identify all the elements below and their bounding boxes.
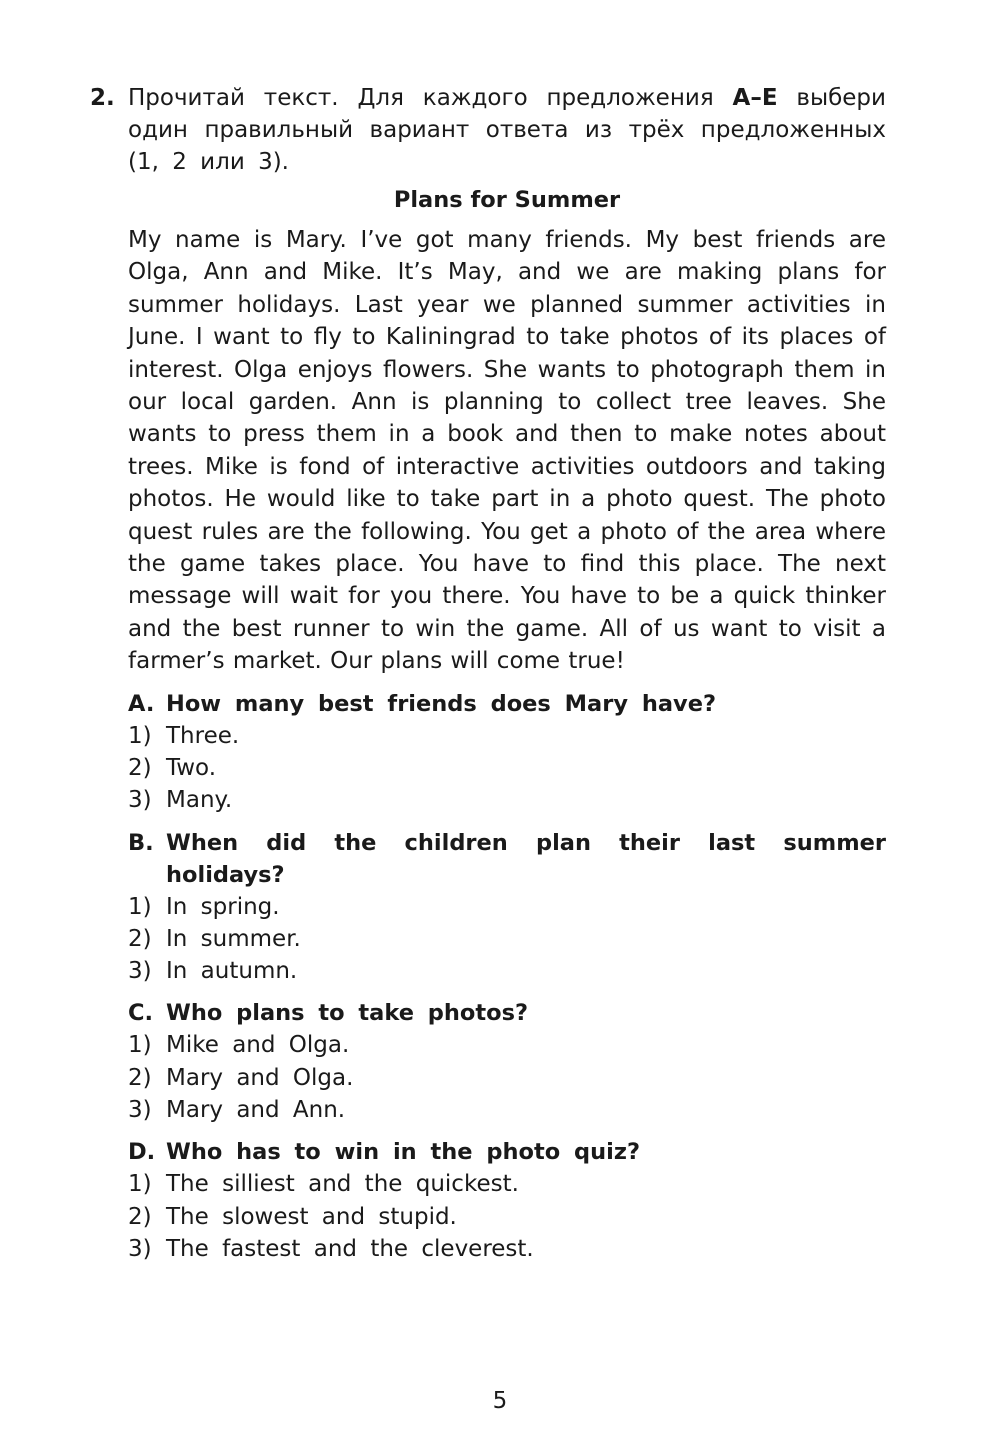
option-number: 3)	[128, 1235, 152, 1262]
answer-option	[128, 1029, 886, 1061]
option-text: The fastest and the cleverest.	[166, 1235, 534, 1262]
instruction-text-end: выбери один правильный вариант ответа из трёх предложенных (1, 2 или 3).	[128, 85, 886, 175]
question-d	[128, 1136, 886, 1265]
question-letter: C.	[128, 1000, 154, 1027]
question-text: Who plans to take photos?	[166, 1000, 529, 1027]
answer-option	[128, 1201, 886, 1233]
option-number: 3)	[128, 787, 152, 814]
option-number: 2)	[128, 1203, 152, 1230]
answer-option	[128, 752, 886, 784]
option-number: 1)	[128, 722, 152, 749]
page-number: 5	[492, 1388, 508, 1414]
option-number: 3)	[128, 1097, 152, 1124]
question-heading	[128, 688, 886, 720]
reading-text: My name is Mary. I’ve got many friends. My best friends are Olga, Ann and Mike. It’s May, and we are making plans for summer holidays. Last year we planned summer activities in June. I want to fly to Kaliningrad to take photos of its places of interest. Olga enjoys flowers. She wants to photograph them in our local garden. Ann is planning to collect tree leaves. She wants to press them in a book and then to make notes about trees. Mike is fond of interactive activities outdoors and taking photos. He would like to take part in a photo quest. The photo quest rules are the following. You get a photo of the area where the game takes place. You have to find this place. The next message will wait for you there. You have to be a quick thinker and the best runner to win the game. All of us want to visit a farmer’s market. Our plans will come true!	[128, 227, 886, 675]
answer-option	[128, 923, 886, 955]
answer-option	[128, 784, 886, 816]
option-number: 1)	[128, 1032, 152, 1059]
option-number: 1)	[128, 893, 152, 920]
option-text: The slowest and stupid.	[166, 1203, 457, 1230]
answer-option	[128, 720, 886, 752]
option-number: 3)	[128, 958, 152, 985]
question-text: When did the children plan their last summer	[166, 829, 886, 856]
task-instruction	[128, 82, 886, 178]
question-letter: B.	[128, 829, 154, 856]
answer-option	[128, 1233, 886, 1265]
option-text: Mary and Olga.	[166, 1064, 354, 1091]
option-text: In summer.	[166, 925, 301, 952]
question-heading	[128, 997, 886, 1029]
question-letter: A.	[128, 690, 155, 717]
instruction-text-start: Прочитай текст. Для каждого предложения	[128, 85, 733, 111]
question-heading	[128, 827, 886, 859]
answer-option	[128, 1168, 886, 1200]
option-text: Mary and Ann.	[166, 1097, 346, 1124]
question-text-continuation: holidays?	[166, 861, 285, 888]
answer-option	[128, 955, 886, 987]
question-c	[128, 997, 886, 1126]
question-heading	[128, 1136, 886, 1168]
option-text: Two.	[166, 754, 217, 781]
option-number: 2)	[128, 1064, 152, 1091]
question-text: Who has to win in the photo quiz?	[166, 1139, 640, 1166]
option-text: Three.	[166, 722, 240, 749]
task-number: 2.	[90, 85, 115, 111]
option-number: 2)	[128, 754, 152, 781]
option-text: The silliest and the quickest.	[166, 1171, 519, 1198]
option-text: Many.	[166, 787, 233, 814]
question-text: How many best friends does Mary have?	[166, 690, 717, 717]
option-text: In autumn.	[166, 958, 298, 985]
reading-title: Plans for Summer	[393, 187, 621, 213]
option-number: 2)	[128, 925, 152, 952]
option-text: Mike and Olga.	[166, 1032, 350, 1059]
question-letter: D.	[128, 1139, 156, 1166]
option-text: In spring.	[166, 893, 280, 920]
answer-option	[128, 1094, 886, 1126]
answer-option	[128, 1062, 886, 1094]
question-a	[128, 688, 886, 817]
answer-option	[128, 891, 886, 923]
task-block	[90, 82, 886, 1265]
instruction-bold-range: A–E	[732, 85, 778, 111]
option-number: 1)	[128, 1171, 152, 1198]
question-b	[128, 827, 886, 988]
